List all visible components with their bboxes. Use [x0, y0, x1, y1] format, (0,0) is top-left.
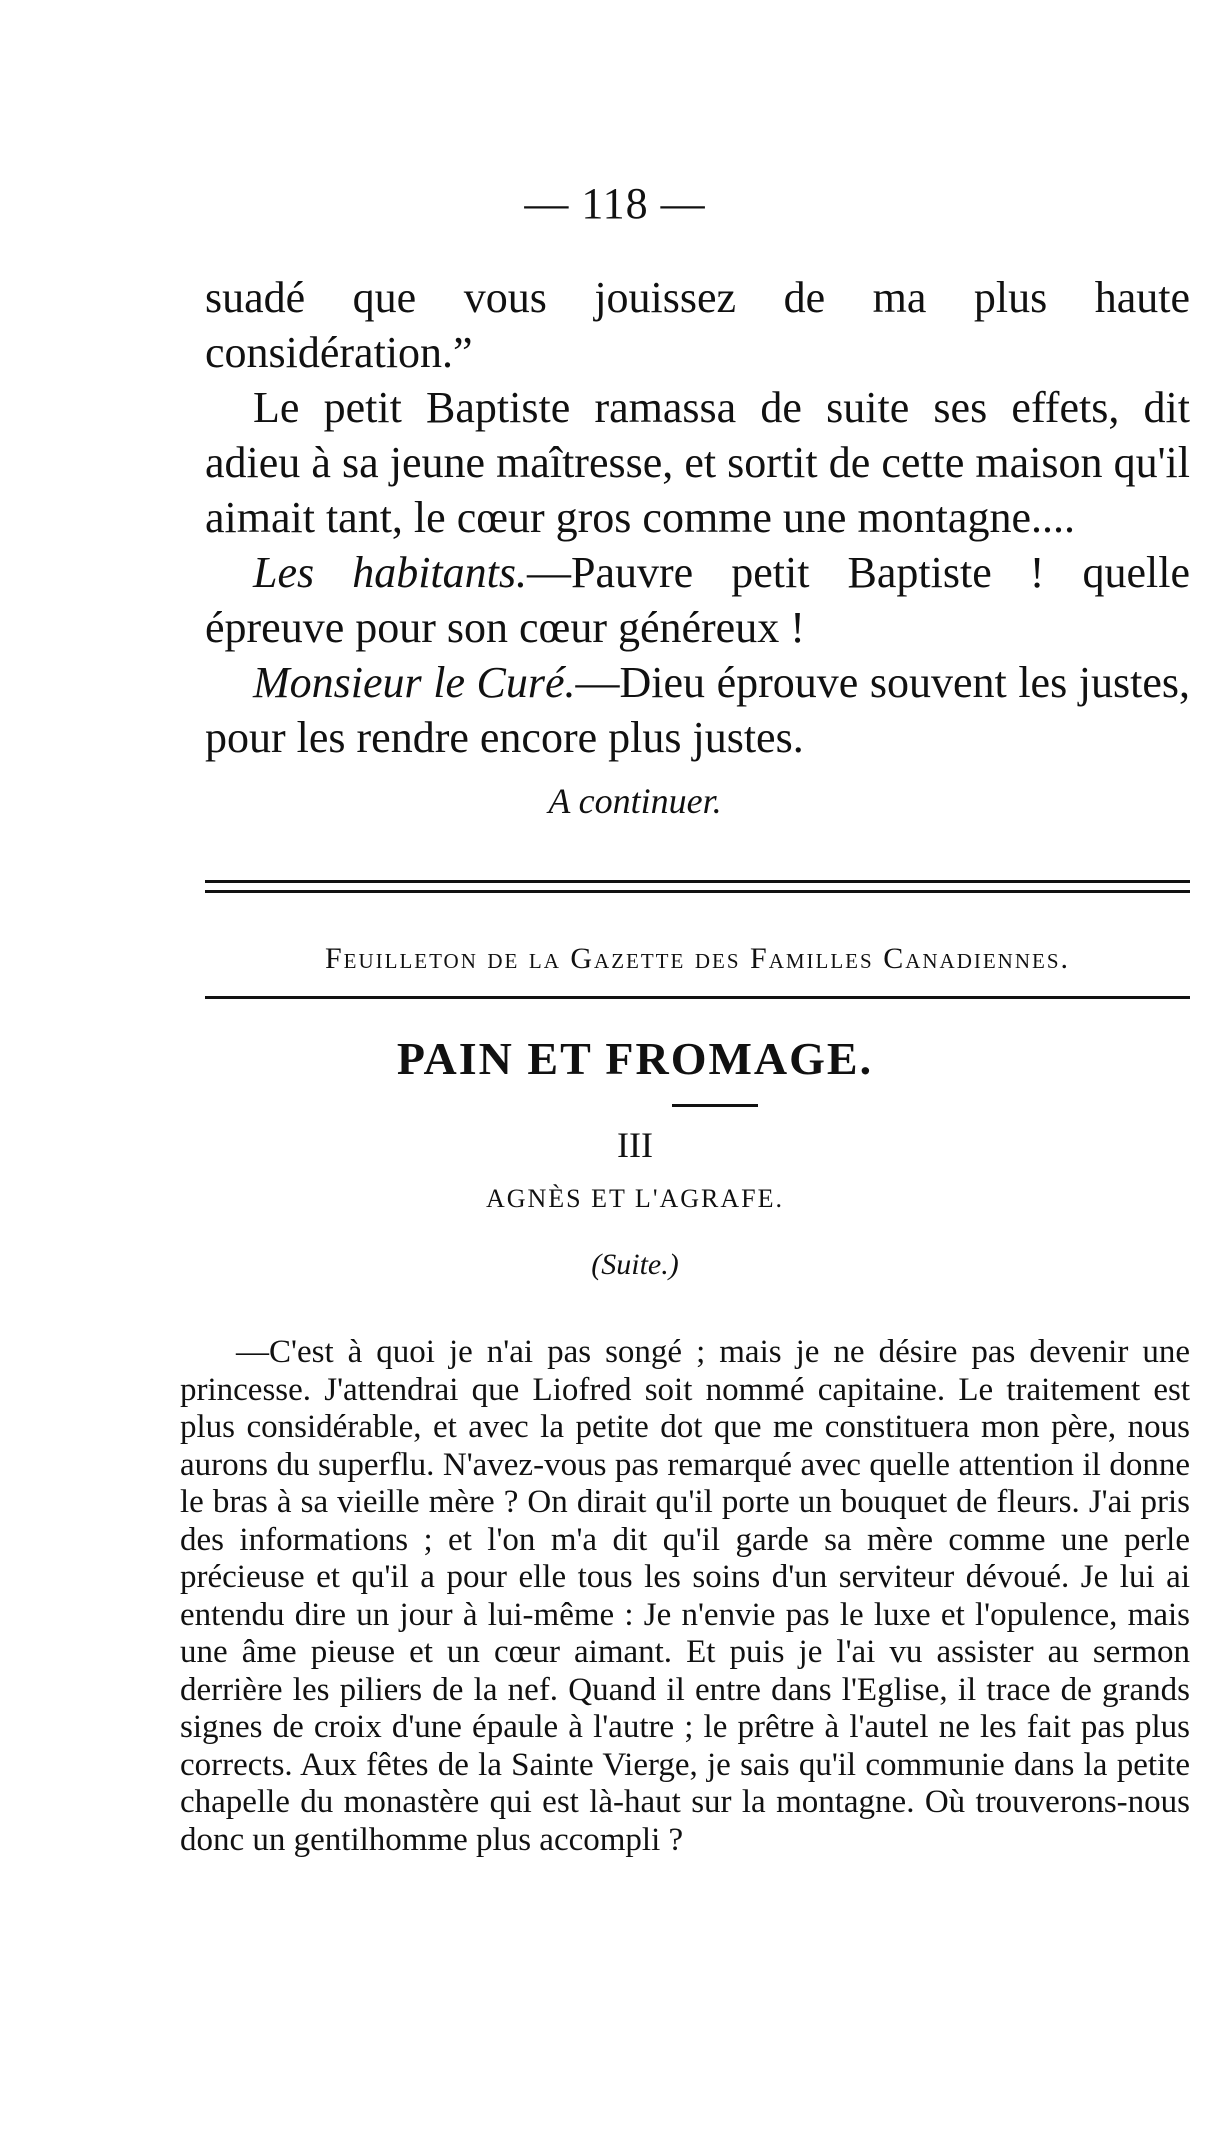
paragraph-end-letter: suadé que vous jouissez de ma plus haute considération.” [205, 273, 1190, 377]
title-divider [672, 1104, 758, 1107]
feuilleton-title: PAIN ET FROMAGE. [396, 1033, 874, 1084]
dialogue-habitants [205, 545, 1190, 655]
paragraph-baptiste: Le petit Baptiste ramassa de suite ses effets, dit adieu à sa jeune maîtresse, et sortit de cette maison qu'il aimait tant, le cœur gros comme une montagne.... [205, 383, 1190, 542]
feuilleton-body: —C'est à quoi je n'ai pas songé ; mais je ne désire pas devenir une princesse. J'attendrai que Liofred soit nommé capitaine. Le traitement est plus considérable, et avec la petite dot que me constituera mon père, nous aurons du superflu. N'avez-vous pas remarqué avec quelle attention il donne le bras à sa vieille mère ? On dirait qu'il porte un bouquet de fleurs. J'ai pris des informations ; et l'on m'a dit qu'il garde sa mère comme une perle précieuse et qu'il a pour elle tous les soins d'un serviteur dévoué. Je lui ai entendu dire un jour à lui-même : Je n'envie pas le luxe et l'opulence, mais une âme pieuse et un cœur aimant. Et puis je l'ai vu assister au sermon derrière les piliers de la nef. Quand il entre dans l'Eglise, il trace de grands signes de croix d'une épaule à l'autre ; le prêtre à l'autel ne les fait pas plus corrects. Aux fêtes de la Sainte Vierge, je sais qu'il communie dans la petite chapelle du monastère qui est là-haut sur la montagne. Où trouverons-nous donc un gentilhomme plus accompli ? [180, 1334, 1190, 1858]
cure-line: —Dieu éprouve souvent les justes, pour les rendre encore plus justes. [205, 658, 1190, 762]
habitants-line: —Pauvre petit Baptiste ! quelle épreuve pour son cœur généreux ! [205, 548, 1191, 652]
header-rule [205, 996, 1190, 999]
dialogue-cure [205, 655, 1190, 765]
speaker-cure: Monsieur le Curé. [253, 658, 576, 707]
speaker-habitants: Les habitants. [253, 548, 527, 597]
story-continuation [205, 270, 1190, 765]
page-number: — 118 — [524, 179, 706, 228]
chapter-number: III [617, 1125, 653, 1165]
feuilleton-header: Feuilleton de la Gazette des Familles Canadiennes. [324, 942, 1071, 975]
suite-label: (Suite.) [591, 1248, 679, 1281]
a-continuer: A continuer. [548, 781, 722, 821]
double-rule-bottom [205, 890, 1190, 893]
double-rule-top [205, 880, 1190, 883]
chapter-subtitle: AGNÈS ET L'AGRAFE. [485, 1184, 785, 1213]
